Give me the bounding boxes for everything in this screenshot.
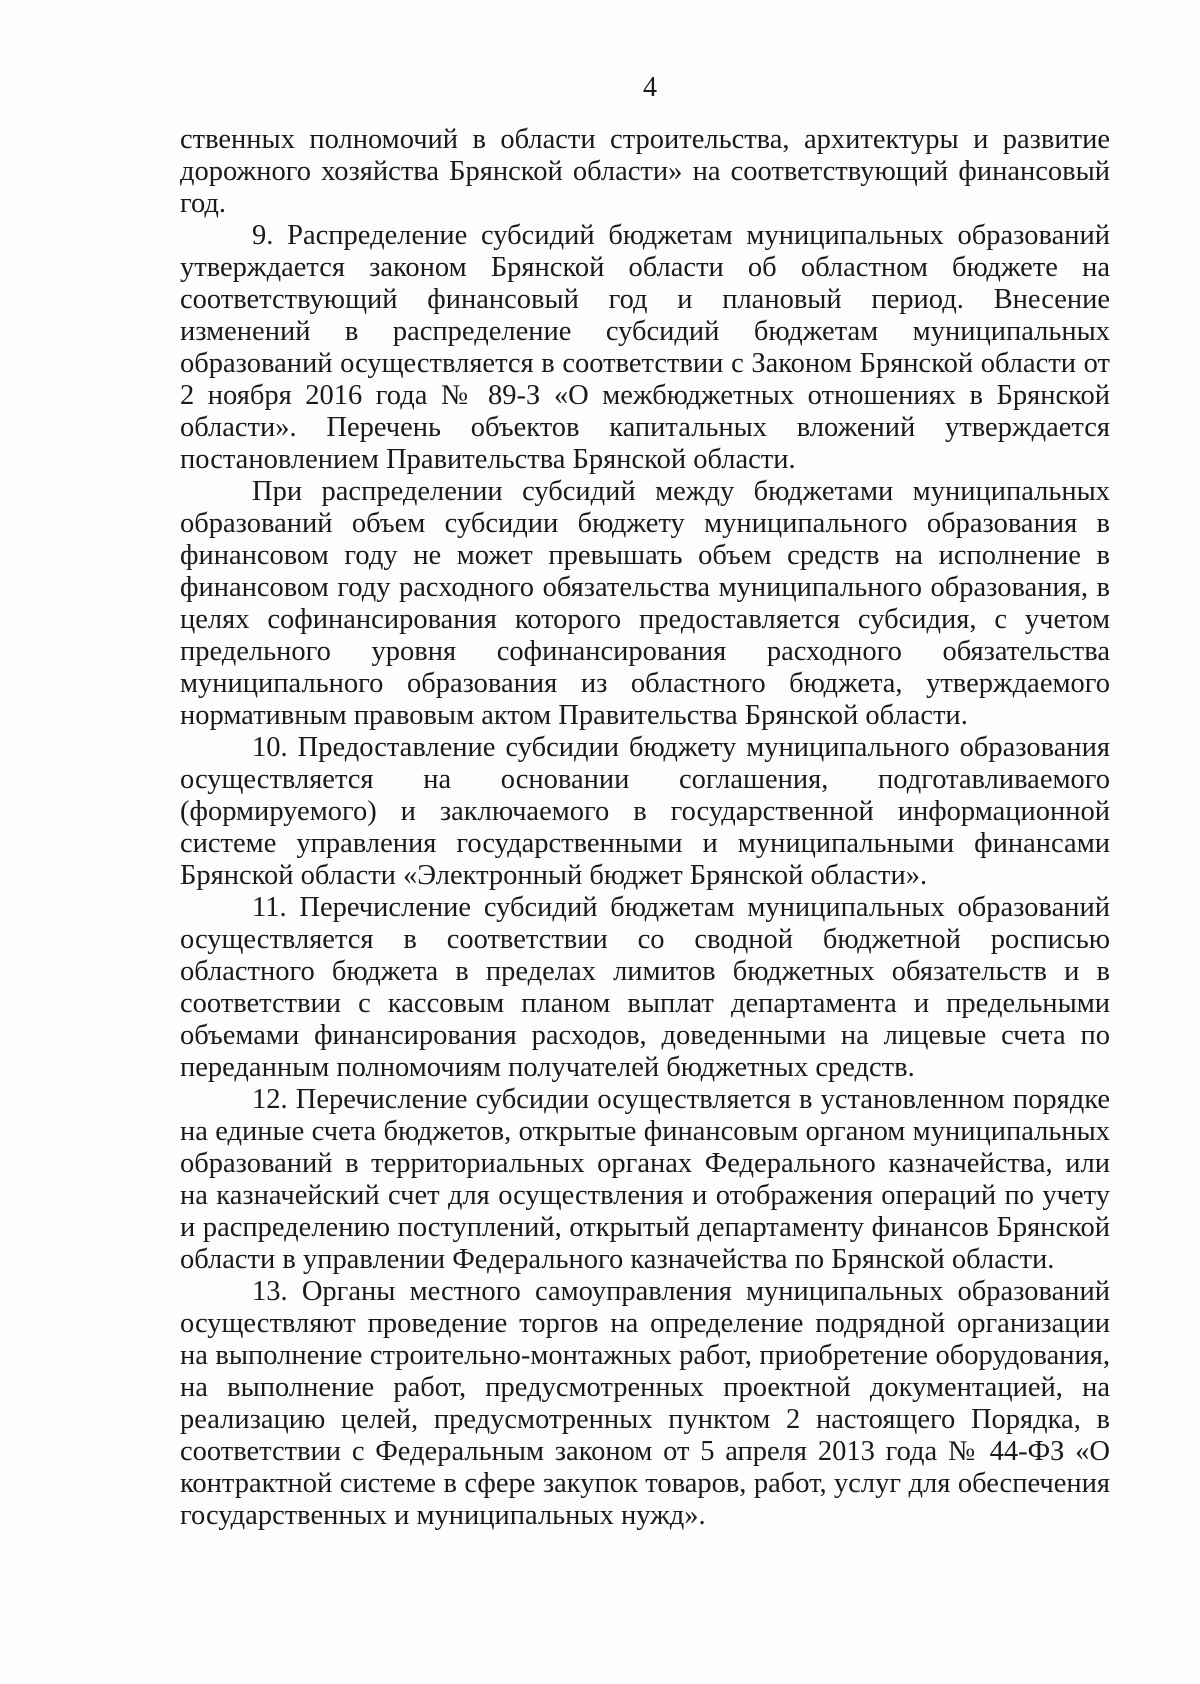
paragraph-item-9-distribution: При распределении субсидий между бюджетами муниципальных образований объем субсидии бюджету муниципального образования в финансовом году не может превышать объем средств на исполнение в финансовом году расходного обязательства муниципального образования, в целях софинансирования которого предоставляется субсидия, с учетом предельного уровня софинансирования расходного обязательства муниципального образования из областного бюджета, утверждаемого нормативным правовым актом Правительства Брянской области. [180,476,1110,731]
paragraph-item-12: 12. Перечисление субсидии осуществляется в установленном порядке на единые счета бюджетов, открытые финансовым органом муниципальных образований в территориальных органах Федерального казначейства, или на казначейский счет для осуществления и отображения операций по учету и распределению поступлений, открытый департаменту финансов Брянской области в управлении Федерального казначейства по Брянской области. [180,1084,1110,1275]
page-number: 4 [643,72,657,103]
paragraph-item-10: 10. Предоставление субсидии бюджету муниципального образования осуществляется на основании соглашения, подготавливаемого (формируемого) и заключаемого в государственной информационной системе управления государственными и муниципальными финансами Брянской области «Электронный бюджет Брянской области». [180,732,1110,891]
document-body [180,124,1110,1532]
paragraph-item-11: 11. Перечисление субсидий бюджетам муниципальных образований осуществляется в соответствии со сводной бюджетной росписью областного бюджета в пределах лимитов бюджетных обязательств и в соответствии с кассовым планом выплат департамента и предельными объемами финансирования расходов, доведенными на лицевые счета по переданным полномочиям получателей бюджетных средств. [180,892,1110,1083]
paragraph-continuation: ственных полномочий в области строительства, архитектуры и развитие дорожного хозяйства Брянской области» на соответствующий финансовый год. [180,124,1110,219]
paragraph-item-13: 13. Органы местного самоуправления муниципальных образований осуществляют проведение торгов на определение подрядной организации на выполнение строительно-монтажных работ, приобретение оборудования, на выполнение работ, предусмотренных проектной документацией, на реализацию целей, предусмотренных пунктом 2 настоящего Порядка, в соответствии с Федеральным законом от 5 апреля 2013 года № 44-ФЗ «О контрактной системе в сфере закупок товаров, работ, услуг для обеспечения государственных и муниципальных нужд». [180,1276,1110,1531]
paragraph-item-9: 9. Распределение субсидий бюджетам муниципальных образований утверждается законом Брянской области об областном бюджете на соответствующий финансовый год и плановый период. Внесение изменений в распределение субсидий бюджетам муниципальных образований осуществляется в соответствии с Законом Брянской области от 2 ноября 2016 года № 89-З «О межбюджетных отношениях в Брянской области». Перечень объектов капитальных вложений утверждается постановлением Правительства Брянской области. [180,220,1110,475]
